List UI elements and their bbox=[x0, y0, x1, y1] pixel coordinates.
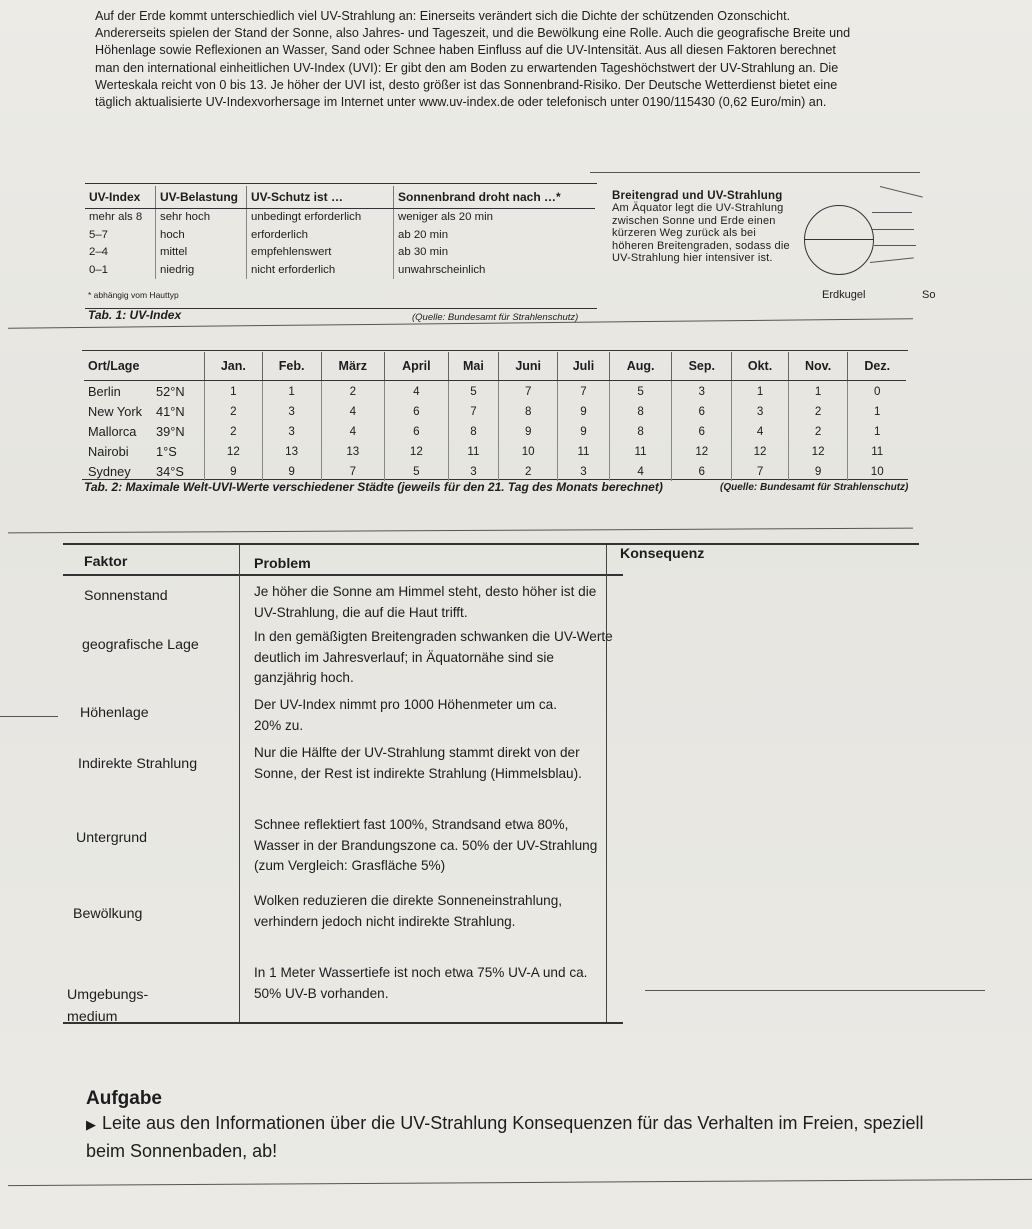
table-row bbox=[85, 209, 595, 227]
uvi-value-cell: 6 bbox=[385, 421, 449, 441]
uv-index-table bbox=[85, 186, 595, 279]
table-header: Okt. bbox=[732, 352, 788, 381]
uvi-value-cell: 7 bbox=[448, 401, 499, 421]
city-cell bbox=[84, 401, 205, 421]
uvi-value-cell: 11 bbox=[558, 441, 610, 461]
uvi-value-cell: 8 bbox=[609, 421, 671, 441]
table-row bbox=[84, 401, 906, 421]
problem-cell: Schnee reflektiert fast 100%, Strandsand etwa 80%, Wasser in der Brandungszone ca. 50% der UV-Strahlung (zum Vergleich: Grasfläche 5%) bbox=[254, 817, 598, 873]
uvi-value-cell: 9 bbox=[205, 461, 263, 481]
uvi-value-cell: 4 bbox=[385, 381, 449, 402]
city-name: Mallorca bbox=[88, 423, 137, 439]
table-source: (Quelle: Bundesamt für Strahlenschutz) bbox=[720, 482, 909, 493]
factor-cell: Umgebungs-medium bbox=[67, 987, 149, 1025]
factor-cell: geografische Lage bbox=[82, 637, 199, 653]
table-header: UV-Index bbox=[85, 186, 156, 209]
city-name: New York bbox=[88, 403, 143, 419]
uvi-value-cell: 9 bbox=[558, 421, 610, 441]
table-header: Ort/Lage bbox=[84, 352, 205, 381]
uvi-value-cell: 11 bbox=[609, 441, 671, 461]
table-row bbox=[84, 461, 906, 481]
sun-ray bbox=[872, 229, 914, 230]
city-name: Berlin bbox=[88, 383, 121, 399]
bullet-arrow-icon: ▶ bbox=[86, 1117, 96, 1132]
uvi-value-cell: 10 bbox=[499, 441, 558, 461]
uvi-value-cell: 1 bbox=[873, 424, 881, 438]
city-cell bbox=[84, 441, 205, 461]
earth-label: Erdkugel bbox=[822, 289, 866, 301]
table-header: Aug. bbox=[609, 352, 671, 381]
table-top-border bbox=[63, 543, 919, 545]
table-caption: Tab. 2: Maximale Welt-UVI-Werte verschiedener Städte (jeweils für den 21. Tag des Monats berechnet) bbox=[84, 480, 663, 494]
sun-ray bbox=[880, 186, 923, 198]
uvi-value-cell: 11 bbox=[448, 441, 499, 461]
uvi-value-cell: 2 bbox=[788, 401, 848, 421]
factor-cell: Untergrund bbox=[76, 830, 147, 846]
table-cell: nicht erforderlich bbox=[247, 262, 394, 280]
task-heading: Aufgabe bbox=[86, 1088, 162, 1109]
city-cell bbox=[84, 381, 205, 402]
table-header: April bbox=[385, 352, 449, 381]
table-cell: mehr als 8 bbox=[85, 209, 156, 227]
uvi-value-cell: 6 bbox=[385, 401, 449, 421]
factor-cell: Sonnenstand bbox=[84, 588, 168, 604]
table-cell: unbedingt erforderlich bbox=[247, 209, 394, 227]
uvi-value-cell: 2 bbox=[788, 421, 848, 441]
uvi-value-cell: 10 bbox=[870, 464, 884, 478]
uvi-value-cell: 4 bbox=[321, 421, 385, 441]
city-latitude: 41°N bbox=[156, 403, 185, 419]
factor-cell: Bewölkung bbox=[73, 906, 143, 922]
uvi-value-cell: 1 bbox=[732, 381, 788, 402]
sun-ray bbox=[874, 245, 916, 246]
uvi-value-cell: 8 bbox=[448, 421, 499, 441]
problem-cell: In 1 Meter Wassertiefe ist noch etwa 75% UV-A und ca. 50% UV-B vorhanden. bbox=[254, 965, 588, 1001]
city-cell bbox=[84, 421, 205, 441]
equator-line bbox=[804, 239, 874, 240]
problem-cell: Nur die Hälfte der UV-Strahlung stammt direkt von der Sonne, der Rest ist indirekte Strahlung (Himmelsblau). bbox=[254, 745, 582, 781]
table-header: Mai bbox=[448, 352, 499, 381]
uvi-value-cell: 9 bbox=[788, 461, 848, 481]
table-cell: niedrig bbox=[156, 262, 247, 280]
table-cell: 2–4 bbox=[85, 244, 156, 262]
uvi-value-cell: 5 bbox=[448, 381, 499, 402]
table-cell: mittel bbox=[156, 244, 247, 262]
latitude-info-box bbox=[612, 190, 792, 264]
uvi-value-cell: 1 bbox=[262, 381, 321, 402]
table-cell: erforderlich bbox=[247, 227, 394, 245]
uvi-value-cell: 7 bbox=[321, 461, 385, 481]
table-cell: hoch bbox=[156, 227, 247, 245]
city-latitude: 34°S bbox=[156, 463, 184, 479]
uvi-value-cell: 8 bbox=[499, 401, 558, 421]
table-header: Juni bbox=[499, 352, 558, 381]
uvi-value-cell: 9 bbox=[499, 421, 558, 441]
uvi-value-cell: 4 bbox=[609, 461, 671, 481]
task-text: Leite aus den Informationen über die UV-Strahlung Konsequenzen für das Verhalten im Freien, speziell beim Sonnenbaden, ab! bbox=[86, 1113, 924, 1161]
col-header-problem: Problem bbox=[254, 556, 311, 572]
sun-label: So bbox=[922, 289, 936, 301]
uvi-value-cell: 6 bbox=[672, 421, 732, 441]
uvi-value-cell: 6 bbox=[672, 461, 732, 481]
table-header: März bbox=[321, 352, 385, 381]
uvi-value-cell: 5 bbox=[385, 461, 449, 481]
table-header: Sep. bbox=[672, 352, 732, 381]
uvi-value-cell: 11 bbox=[871, 444, 884, 458]
intro-paragraph: Auf der Erde kommt unterschiedlich viel UV-Strahlung an: Einerseits verändert sich die Dichte der schützenden Ozonschicht. Andererseits spielen der Stand der Sonne, also Jahres- und Tageszeit, und die Bewölkung eine Rolle. Auch die geografische Breite und Höhenlage sowie Reflexionen an Wasser, Sand oder Schnee haben Einfluss auf die UV-Intensität. Aus all diesen Faktoren berechnet man den international einheitlichen UV-Index (UVI): Er gibt den am Boden zu erwartenden Tageshöchstwert der UV-Strahlung an. Die Werteskala reicht von 0 bis 13. Je höher der UVI ist, desto größer ist das Sonnenbrand-Risiko. Der Deutsche Wetterdienst bietet eine täglich aktualisierte UV-Indexvorhersage im Internet unter www.uv-index.de oder telefonisch unter 0190/115430 (0,62 Euro/min) an. bbox=[95, 9, 851, 110]
table-row bbox=[84, 421, 906, 441]
table-row bbox=[85, 244, 595, 262]
problem-cell: Der UV-Index nimmt pro 1000 Höhenmeter um ca. 20% zu. bbox=[254, 697, 557, 733]
table-header: Jan. bbox=[205, 352, 263, 381]
table-cell: ab 20 min bbox=[398, 228, 449, 241]
uvi-value-cell: 13 bbox=[262, 441, 321, 461]
uvi-value-cell: 12 bbox=[205, 441, 263, 461]
table-cell: weniger als 20 min bbox=[398, 211, 493, 223]
uvi-value-cell: 9 bbox=[262, 461, 321, 481]
table-header: Juli bbox=[558, 352, 610, 381]
city-name: Sydney bbox=[88, 463, 131, 479]
table-row bbox=[84, 441, 906, 461]
info-box-text: Am Äquator legt die UV-Strahlung zwischen Sonne und Erde einen kürzeren Weg zurück als bei höheren Breitengraden, sodass die UV-Strahlung hier intensiver ist. bbox=[612, 202, 790, 265]
uvi-value-cell: 0 bbox=[873, 384, 881, 398]
uvi-value-cell: 3 bbox=[262, 421, 321, 441]
uvi-value-cell: 3 bbox=[448, 461, 499, 481]
uvi-value-cell: 1 bbox=[873, 404, 881, 418]
table-row bbox=[85, 262, 595, 280]
table-header: Sonnenbrand droht nach …* bbox=[394, 186, 596, 209]
uvi-value-cell: 3 bbox=[262, 401, 321, 421]
task-text-block bbox=[86, 1110, 966, 1164]
table-cell: ab 30 min bbox=[398, 246, 449, 259]
table-source: (Quelle: Bundesamt für Strahlenschutz) bbox=[412, 312, 579, 323]
city-uvi-table bbox=[84, 352, 906, 481]
divider bbox=[590, 172, 920, 173]
uvi-value-cell: 2 bbox=[205, 421, 263, 441]
table-cell: unwahrscheinlich bbox=[398, 263, 486, 276]
table-header: Dez. bbox=[848, 352, 906, 381]
uvi-value-cell: 8 bbox=[609, 401, 671, 421]
info-box-title: Breitengrad und UV-Strahlung bbox=[612, 190, 783, 202]
uvi-value-cell: 1 bbox=[205, 381, 263, 402]
uvi-value-cell: 12 bbox=[732, 441, 788, 461]
problem-cell: Wolken reduzieren die direkte Sonneneinstrahlung, verhindern jedoch nicht indirekte Strahlung. bbox=[254, 893, 563, 929]
uvi-value-cell: 3 bbox=[732, 401, 788, 421]
table-header: Nov. bbox=[788, 352, 848, 381]
uvi-value-cell: 4 bbox=[321, 401, 385, 421]
uvi-value-cell: 2 bbox=[321, 381, 385, 402]
problem-cell: Je höher die Sonne am Himmel steht, desto höher ist die UV-Strahlung, die auf die Haut trifft. bbox=[254, 584, 597, 620]
table-cell: empfehlenswert bbox=[247, 244, 394, 262]
uvi-value-cell: 7 bbox=[558, 381, 610, 402]
table-header-border bbox=[63, 574, 623, 576]
uvi-value-cell: 9 bbox=[558, 401, 610, 421]
col-header-consequence: Konsequenz bbox=[620, 546, 705, 562]
city-name: Nairobi bbox=[88, 443, 129, 459]
uvi-value-cell: 12 bbox=[788, 441, 848, 461]
table-cell: sehr hoch bbox=[156, 209, 247, 227]
uvi-value-cell: 12 bbox=[672, 441, 732, 461]
factor-cell: Höhenlage bbox=[80, 705, 149, 721]
col-header-factor: Faktor bbox=[84, 554, 128, 570]
sun-ray bbox=[872, 212, 912, 213]
uvi-value-cell: 12 bbox=[385, 441, 449, 461]
earth-globe-diagram bbox=[804, 205, 874, 275]
uvi-value-cell: 3 bbox=[558, 461, 610, 481]
divider bbox=[8, 1179, 1032, 1186]
uvi-value-cell: 7 bbox=[499, 381, 558, 402]
uvi-value-cell: 1 bbox=[788, 381, 848, 402]
uvi-value-cell: 7 bbox=[732, 461, 788, 481]
table-row bbox=[84, 381, 906, 402]
uvi-value-cell: 4 bbox=[732, 421, 788, 441]
city-cell bbox=[84, 461, 205, 481]
table-header: Feb. bbox=[262, 352, 321, 381]
table-row bbox=[85, 227, 595, 245]
uvi-value-cell: 6 bbox=[672, 401, 732, 421]
city-latitude: 1°S bbox=[156, 443, 177, 459]
table-footnote: * abhängig vom Hauttyp bbox=[88, 290, 179, 300]
uvi-value-cell: 2 bbox=[205, 401, 263, 421]
table-header: UV-Schutz ist … bbox=[247, 186, 394, 209]
column-divider bbox=[239, 545, 240, 1023]
sun-ray bbox=[870, 257, 914, 263]
uvi-value-cell: 2 bbox=[499, 461, 558, 481]
uvi-value-cell: 5 bbox=[609, 381, 671, 402]
city-latitude: 39°N bbox=[156, 423, 185, 439]
city-latitude: 52°N bbox=[156, 383, 185, 399]
table-caption: Tab. 1: UV-Index bbox=[88, 308, 182, 322]
uvi-value-cell: 3 bbox=[672, 381, 732, 402]
table-header: UV-Belastung bbox=[156, 186, 247, 209]
table-cell: 5–7 bbox=[85, 227, 156, 245]
divider bbox=[8, 528, 913, 534]
problem-cell: In den gemäßigten Breitengraden schwanken die UV-Werte deutlich im Jahresverlauf; in Äquatornähe sind sie ganzjährig hoch. bbox=[254, 629, 613, 685]
uvi-value-cell: 13 bbox=[321, 441, 385, 461]
factor-cell: Indirekte Strahlung bbox=[78, 756, 198, 772]
table-cell: 0–1 bbox=[85, 262, 156, 280]
answer-line bbox=[645, 990, 985, 991]
margin-mark bbox=[0, 716, 58, 717]
